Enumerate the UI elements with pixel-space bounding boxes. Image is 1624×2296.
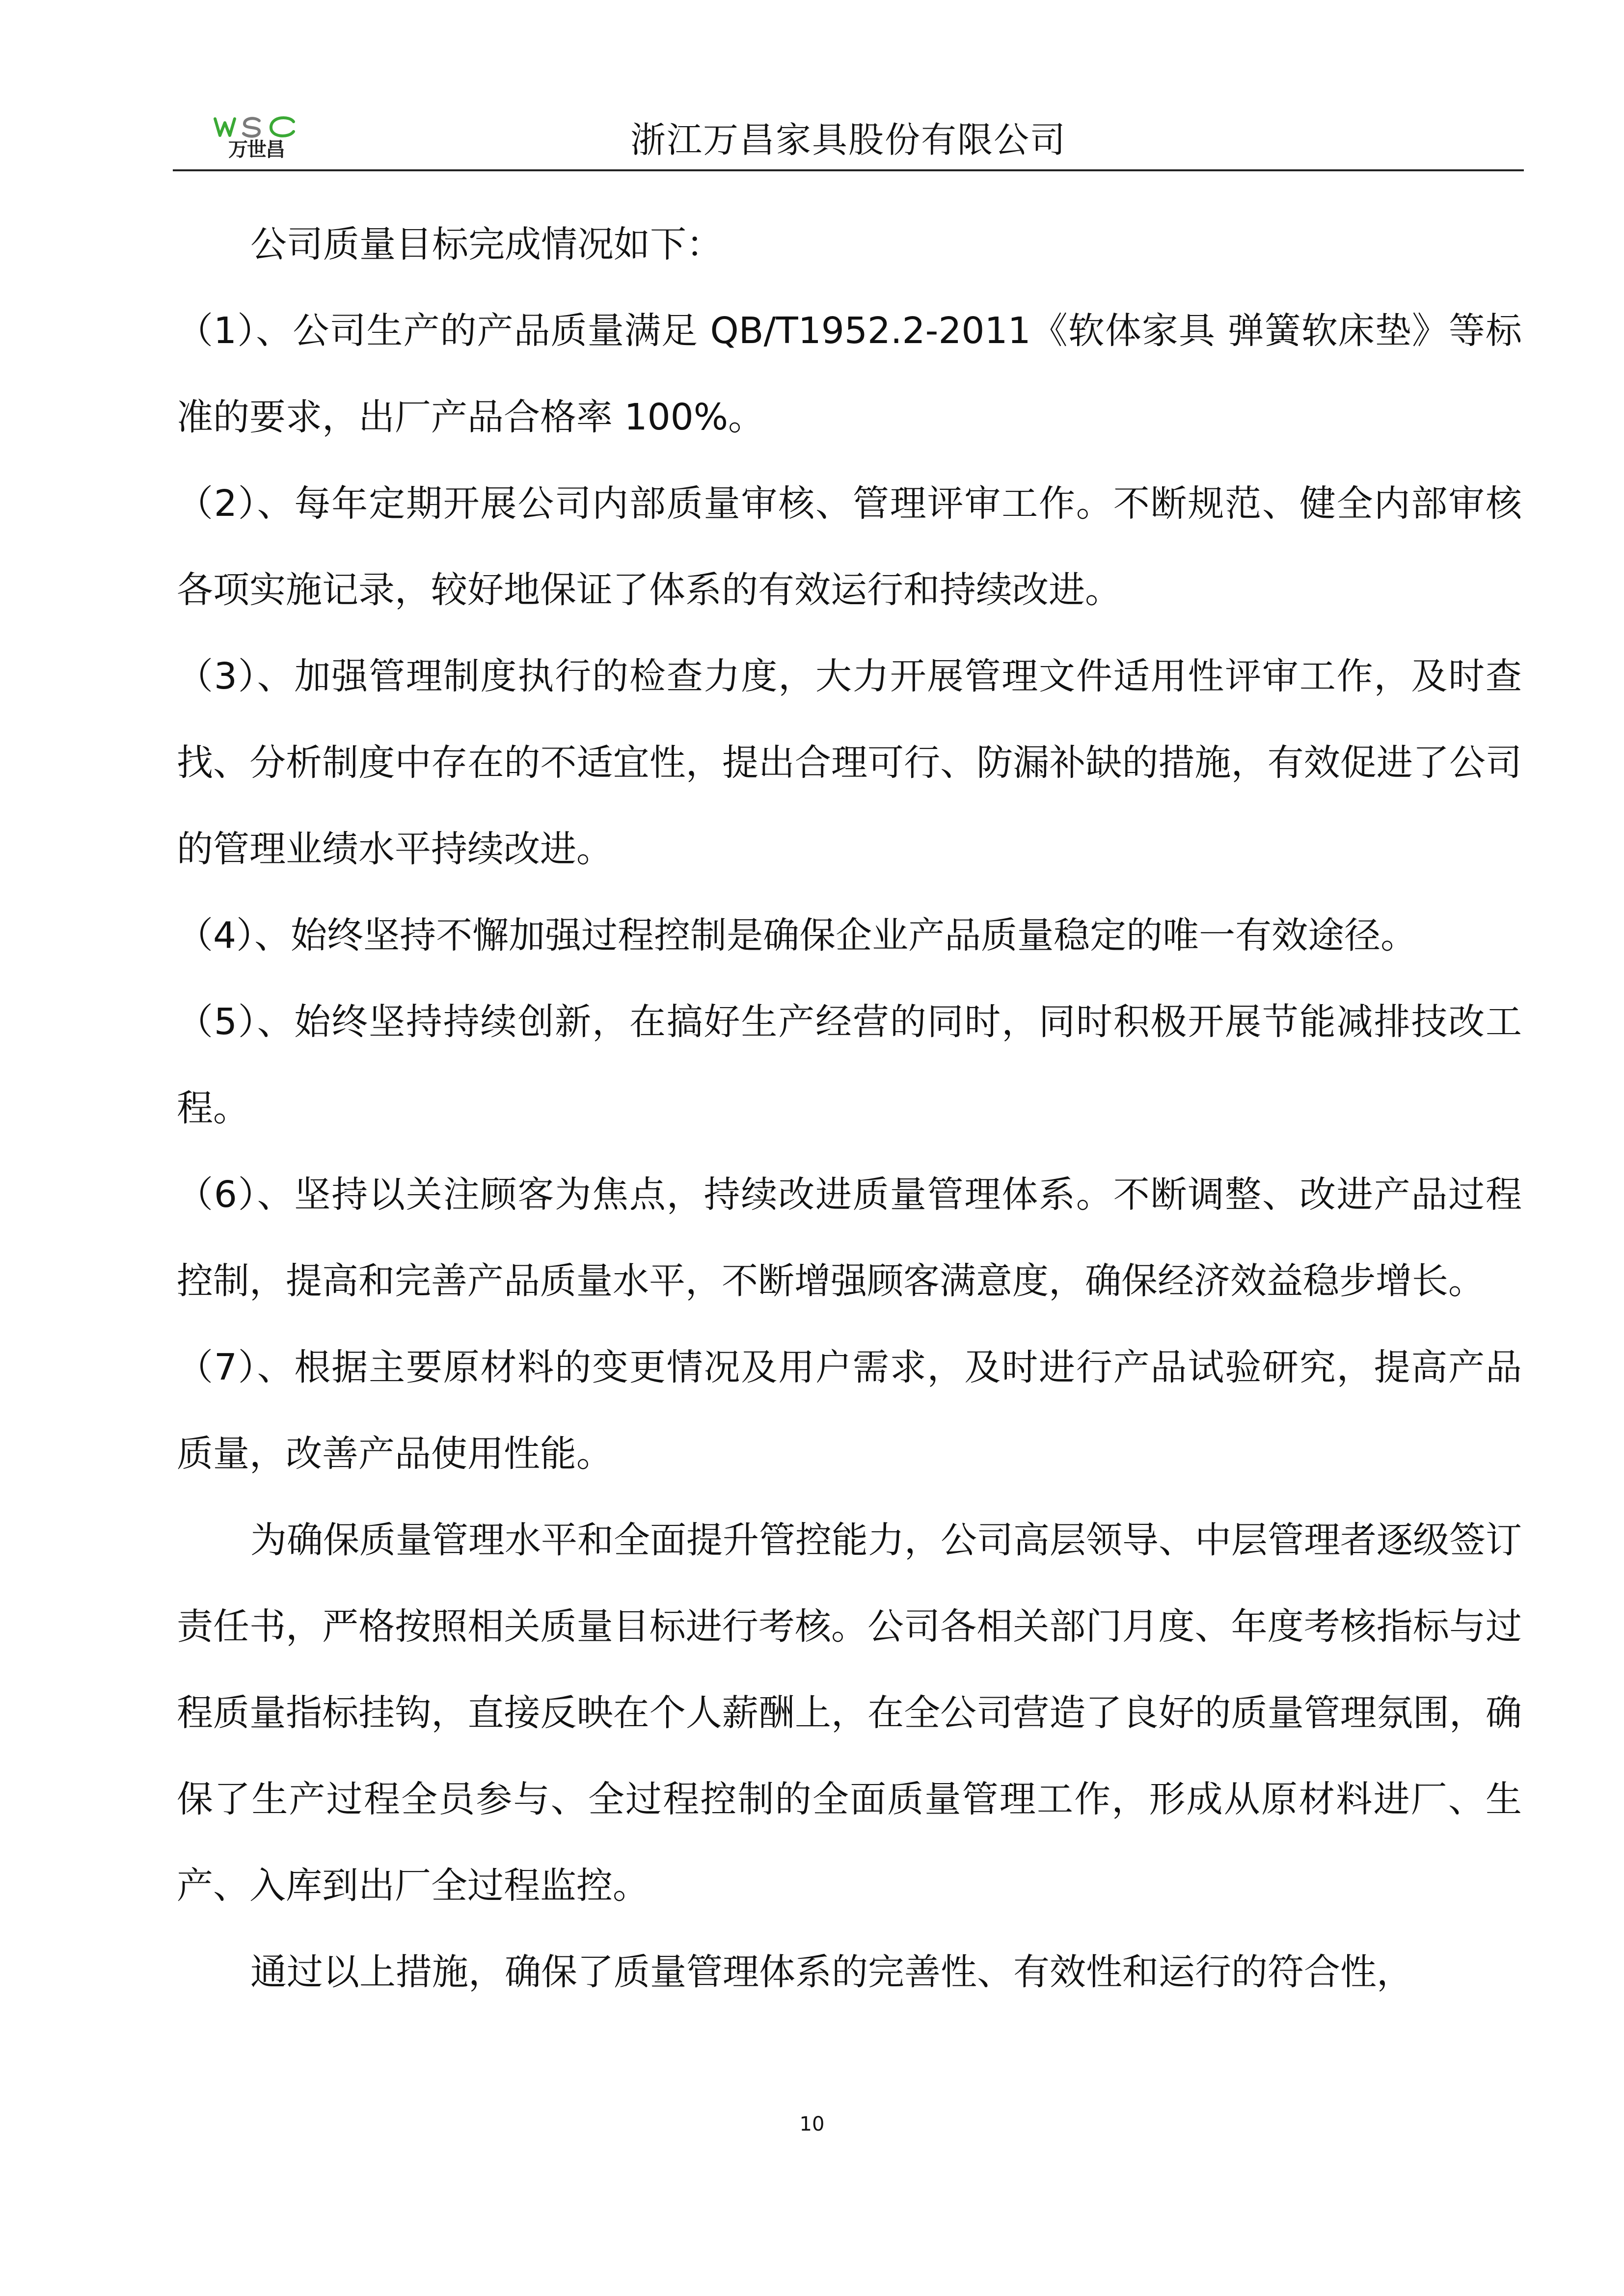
document-body [177,201,1522,2015]
list-item: （5）、始终坚持持续创新，在搞好生产经营的同时，同时积极开展节能减排技改工程。 [177,1001,1522,1129]
list-item: （3）、加强管理制度执行的检查力度，大力开展管理文件适用性评审工作，及时查找、分析制度中存在的不适宜性，提出合理可行、防漏补缺的措施，有效促进了公司的管理业绩水平持续改进。 [177,655,1522,870]
page-number: 10 [799,2113,825,2136]
list-item: （7）、根据主要原材料的变更情况及用户需求，及时进行产品试验研究，提高产品质量，改善产品使用性能。 [177,1346,1522,1475]
intro-paragraph: 公司质量目标完成情况如下： [250,223,723,266]
logo-text: 万世昌 [228,138,284,161]
list-item: （4）、始终坚持不懈加强过程控制是确保企业产品质量稳定的唯一有效途径。 [177,914,1417,957]
header-divider [173,169,1524,171]
company-name: 浙江万昌家具股份有限公司 [630,119,1066,160]
body-paragraph: 为确保质量管理水平和全面提升管控能力，公司高层领导、中层管理者逐级签订责任书，严格按照相关质量目标进行考核。公司各相关部门月度、年度考核指标与过程质量指标挂钩，直接反映在个人薪酬上，在全公司营造了良好的质量管理氛围，确保了生产过程全员参与、全过程控制的全面质量管理工作，形成从原材料进厂、生产、入库到出厂全过程监控。 [177,1519,1522,1907]
body-paragraph: 通过以上措施，确保了质量管理体系的完善性、有效性和运行的符合性， [250,1951,1413,1993]
page-header [173,108,1524,172]
list-item: （2）、每年定期开展公司内部质量审核、管理评审工作。不断规范、健全内部审核各项实施记录，较好地保证了体系的有效运行和持续改进。 [177,482,1522,611]
list-item: （1）、公司生产的产品质量满足 QB/T1952.2-2011《软体家具 弹簧软床垫》等标准的要求，出厂产品合格率 100%。 [177,310,1522,438]
list-item: （6）、坚持以关注顾客为焦点，持续改进质量管理体系。不断调整、改进产品过程控制，提高和完善产品质量水平，不断增强顾客满意度，确保经济效益稳步增长。 [177,1174,1522,1302]
